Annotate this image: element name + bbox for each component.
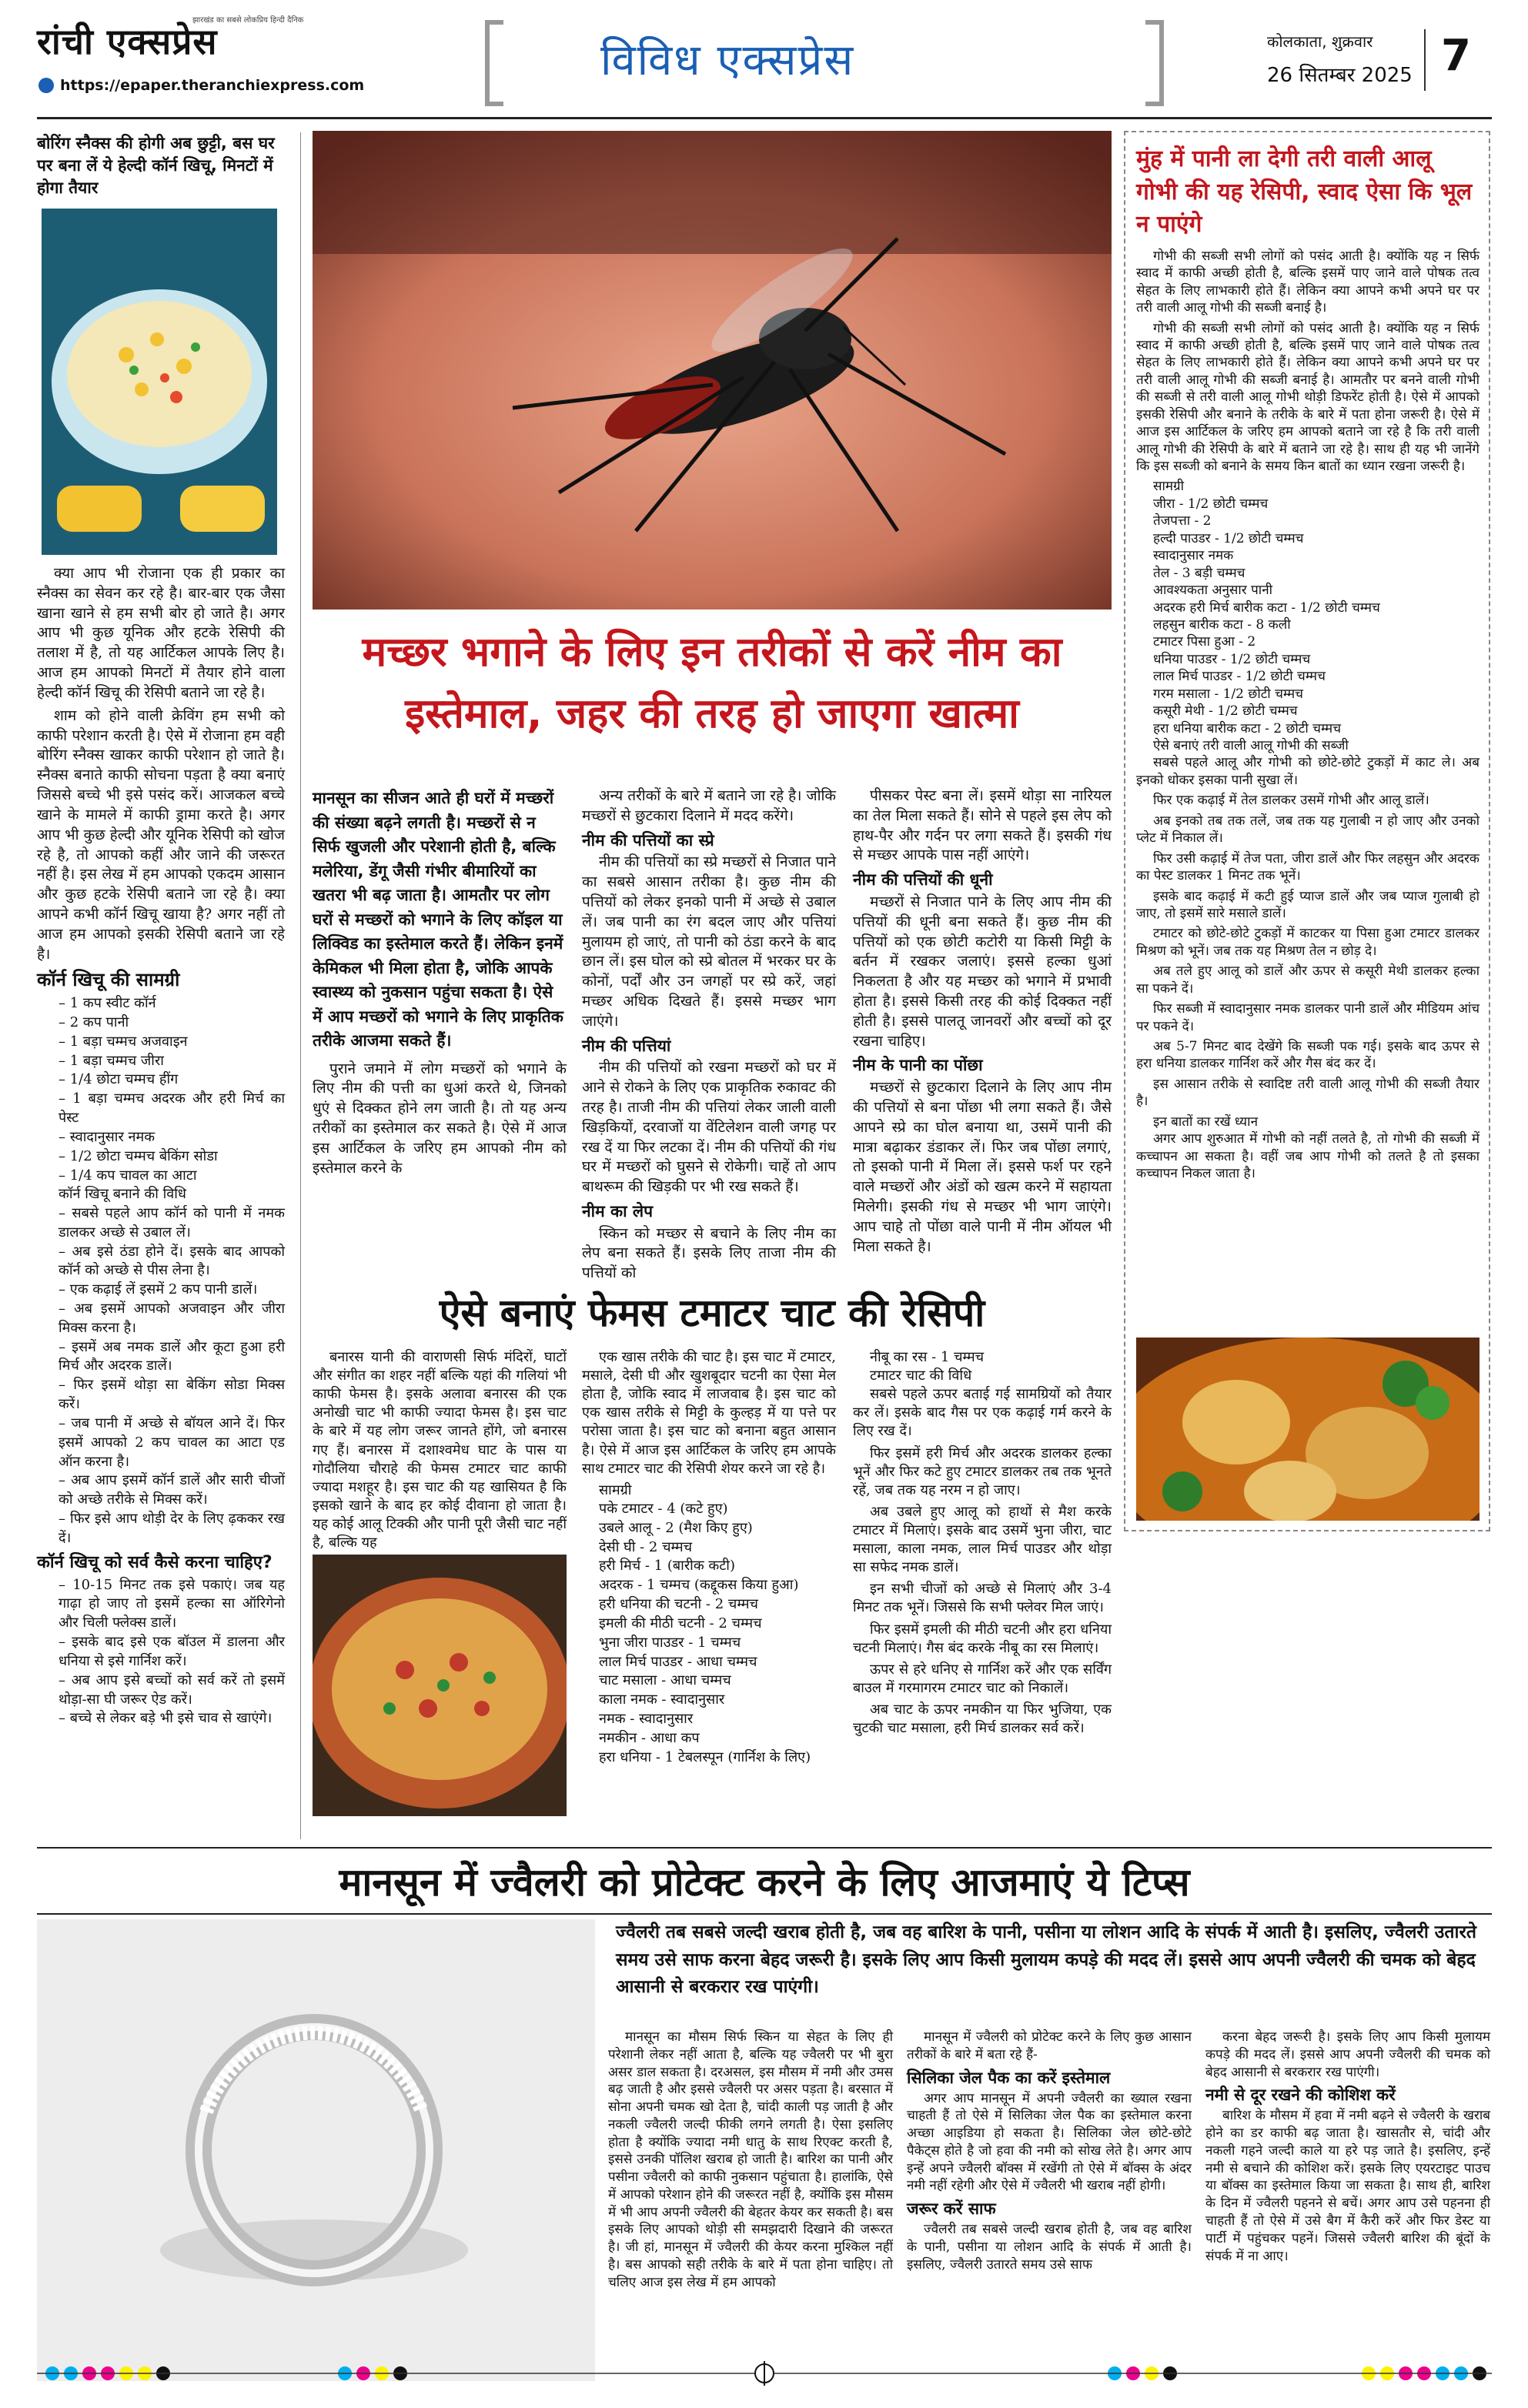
moisture-text: बारिश के मौसम में हवा में नमी बढ़ने से ज्वैलरी के खराब होने का डर काफी बढ़ जाता है। खासतौर से, चांदी और नकली गहने जल्दी काले या हरे पड़ जाते है। इसलिए, इन्हें नमी से बचाने की कोशिश करें। इसके लिए एयरटाइट पाउच या बॉक्स का इस्तेमाल किया जा सकता है। साथ ही, बारिश के दिन में ज्वैलरी पहनने से बचें। अगर आप उसे पहनना ही चाहती हैं तो ऐसे में उसे बैग में कैरी करें और फिर डेस्ट या पार्टी में पहुंचकर पहनें। जिससे ज्वैलरी बारिश की बूंदों के संपर्क में ना आए।: [1205, 2108, 1490, 2264]
neem-water-title: नीम के पानी का पोंछा: [853, 1056, 983, 1075]
jewelry-col1-text: मानसून का मौसम सिर्फ स्किन या सेहत के लिए ही परेशानी लेकर नहीं आता है, बल्कि यह ज्वैलरी पर भी बुरा असर डाल सकता है। दरअसल, इस मौसम में नमी और उमस बढ़ जाती है और इससे ज्वैलरी पर असर पड़ता है। बरसात में सोना अपनी चमक खो देता है, चांदी काली पड़ जाती है और नकली ज्वैलरी जल्दी फीकी लगने लगती है। ऐसा इसलिए होता है क्योंकि ज्यादा नमी धातु के साथ रिएक्ट करती है, इससे उनकी पॉलिश खराब हो जाती है। बारिश का पानी और पसीना ज्वैलरी को काफी नुकसान पहुंचाता है। हालांकि, ऐसे में आपको परेशान होने की जरूरत नहीं है, क्योंकि इस मौसम में भी आप अपनी ज्वैलरी की बेहतर केयर कर सकती है। बस इसके लिए आपको थोड़ी सी समझदारी दिखाने की जरूरत है। जी हां, मानसून में ज्वैलरी की केयर करना मुश्किल नहीं है। बस आपको सही तरीके के बारे में पता होना चाहिए। तो चलिए आज इस लेख में हम आपको: [608, 2029, 893, 2290]
epaper-link[interactable]: https://epaper.theranchiexpress.com: [60, 77, 365, 94]
mosquito-col-1: [313, 787, 567, 1181]
list-item: तेल - 3 बड़ी चम्मच: [1153, 565, 1245, 581]
jewelry-col-2: [907, 2029, 1192, 2277]
mosquito-headline: [313, 622, 1112, 744]
list-item: – 1 बड़ा चम्मच जीरा: [59, 1052, 164, 1069]
list-item: काला नमक - स्वादानुसार: [599, 1692, 725, 1708]
mosquito-intro: मानसून का सीजन आते ही घरों में मच्छरों की संख्या बढ़ने लगती है। मच्छरों से न सिर्फ खुजली और परेशानी होती है, बल्कि मलेरिया, डेंगू जैसी गंभीर बीमारियों का खतरा भी बढ़ जाता है। आमतौर पर लोग घरों से मच्छरों को भगाने के लिए कॉइल या लिक्विड का इस्तेमाल करते हैं। लेकिन इनमें केमिकल भी मिला होता है, जोकि आपके स्वास्थ्य को नुकसान पहुंचा सकता है। ऐसे में आप मच्छरों को भगाने के लिए प्राकृतिक तरीके आजमा सकते हैं।: [313, 789, 563, 1050]
list-item: अदरक हरी मिर्च बारीक कटा - 1/2 छोटी चम्मच: [1153, 599, 1380, 616]
corn-ingredients-title: कॉर्न खिचू की सामग्री: [37, 969, 180, 991]
list-item: – 1 बड़ा चम्मच अजवाइन: [59, 1033, 188, 1050]
list-item: इमली की मीठी चटनी - 2 चम्मच: [599, 1615, 762, 1631]
list-item: भुना जीरा पाउडर - 1 चम्मच: [599, 1634, 741, 1651]
corn-para-1: क्या आप भी रोजाना एक ही प्रकार का स्नैक्स का सेवन कर रहे है। बार-बार एक जैसा खाना खाने से हम सभी बोर हो जाते है। अगर आप भी कुछ यूनिक और हटके रेसिपी की तलाश में है, तो यह आर्टिकल आपके लिए है। आज हम आपको मिनटों में तैयार होने वाला हेल्दी कॉर्न खिचू की रेसिपी बताने जा रहे है।: [37, 564, 285, 701]
masthead: [0, 0, 1528, 115]
list-item: लाल मिर्च पाउडर - 1/2 छोटी चम्मच: [1153, 669, 1326, 685]
aloo-gobhi-photo: [1136, 1338, 1480, 1521]
list-item: उबले आलू - 2 (मैश किए हुए): [599, 1519, 753, 1536]
mosquito-col3-lead: पीसकर पेस्ट बना लें। इसमें थोड़ा सा नारियल का तेल मिला सकते हैं। सोने से पहले इस लेप को हाथ-पैर और गर्दन पर लगा सकते हैं। इसकी गंध से मच्छर आपके पास नहीं आएंगे।: [853, 787, 1112, 864]
chaat-step-1: सबसे पहले ऊपर बताई गई सामग्रियों को तैयार कर लें। इसके बाद गैस पर एक कढ़ाई गर्म करने के लिए रख दें।: [853, 1386, 1112, 1440]
aloo-ingredients-title: सामग्री: [1153, 479, 1185, 495]
list-item: चाट मसाला - आधा चम्मच: [599, 1672, 731, 1689]
chaat-col-1: [313, 1348, 567, 1555]
list-item: पके टमाटर - 4 (कटे हुए): [599, 1500, 728, 1517]
aloo-step-9: अब 5-7 मिनट बाद देखेंगे कि सब्जी पक गई। इसके बाद ऊपर से हरा धनिया डालकर गार्निश करें और गैस बंद कर दें।: [1136, 1039, 1480, 1072]
list-item: – अब इसे ठंडा होने दें। इसके बाद आपको कॉर्न को अच्छे से पीस लेना है।: [59, 1243, 285, 1279]
chaat-ingredients-title: सामग्री: [599, 1481, 632, 1498]
neem-leaves-title: नीम की पत्तियां: [582, 1036, 671, 1055]
chaat-step-7: अब चाट के ऊपर नमकीन या फिर भुजिया, एक चुटकी चाट मसाला, हरी मिर्च डालकर सर्व करें।: [853, 1701, 1112, 1737]
corn-serve-list: [37, 1576, 285, 1729]
list-item: लहसुन बारीक कटा - 8 कली: [1153, 616, 1291, 633]
aloo-step-5: इसके बाद कढ़ाई में कटी हुई प्याज डालें और जब प्याज गुलाबी हो जाए, तो इसमें सारे मसाले डालें।: [1136, 888, 1480, 921]
jewelry-col2-lead: मानसून में ज्वैलरी को प्रोटेक्ट करने के लिए कुछ आसान तरीकों के बारे में बता रहे हैं-: [907, 2029, 1192, 2062]
chaat-step-3: अब उबले हुए आलू को हाथों से मैश करके टमाटर में मिलाएं। इसके बाद उसमें भुना जीरा, चाट मसाला, काला नमक, लाल मिर्च पाउडर और थोड़ा सा सफेद नमक डालें।: [853, 1503, 1112, 1576]
corn-soup-photo: [42, 209, 277, 555]
list-item: – 1/4 कप चावल का आटा: [59, 1167, 197, 1184]
chaat-col3-lead: नीबू का रस - 1 चम्मच: [870, 1349, 985, 1365]
masthead-rule: [37, 117, 1492, 119]
list-item: लाल मिर्च पाउडर - आधा चम्मच: [599, 1653, 757, 1670]
neem-spray-text: नीम की पत्तियों का स्प्रे मच्छरों से निजात पाने का सबसे आसान तरीका है। कुछ नीम की पत्तियों को लेकर इनको पानी में अच्छे से उबाल लें। जब पानी का रंग बदल जाए और पत्तियां मुलायम हो जाएं, तो पानी को ठंडा करने के बाद छान लें। इस घोल को स्प्रे बोतल में भरकर घर के कोनों, पर्दों और उन जगहों पर स्प्रे करें, जहां मच्छर अधिक दिखते हैं। इससे मच्छर भाग जाएंगे।: [582, 853, 836, 1030]
list-item: हरा धनिया - 1 टेबलस्पून (गार्निश के लिए): [599, 1748, 811, 1765]
neem-water-text: मच्छरों से छुटकारा दिलाने के लिए आप नीम की पत्तियों से बना पोंछा भी लगा सकते हैं। जैसे आपने स्प्रे का घोल बनाया था, उसमें पानी की मात्रा बढ़ाकर डंडाकर लें। फिर जब पोंछा लगाएं, तो इसको पानी में मिला लें। इससे फर्श पर रहने वाले मच्छरों और अंडों को खत्म करने में सहायता मिलेगी। इसकी गंध से मच्छर भी भाग जाएंगे। आप चाहे तो पोंछा वाले पानी में नीम ऑयल भी मिला सकते है।: [853, 1079, 1112, 1255]
chaat-col2-text: एक खास तरीके की चाट है। इस चाट में टमाटर, मसाले, देसी घी और खुशबूदार चटनी का ऐसा मेल होता है, जोकि स्वाद में लाजवाब है। इस चाट को एक खास तरीके से मिट्टी के कुल्हड़ में या पत्ते पर परोसा जाता है। इस चाट को बनाना बहुत आसान है। ऐसे में आज इस आर्टिकल के जरिए हम आपके साथ टमाटर चाट की रेसिपी शेयर करने जा रहे है।: [582, 1349, 836, 1477]
aloo-step-8: फिर सब्जी में स्वादानुसार नमक डालकर पानी डालें और मीडियम आंच पर पकने दें।: [1136, 1001, 1480, 1034]
aloo-para-2: गोभी की सब्जी सभी लोगों को पसंद आती है। क्योंकि यह न सिर्फ स्वाद में काफी अच्छी होती है, बल्कि इसमें पाए जाने वाले पोषक तत्व सेहत के लिए लाभकारी होते हैं। लेकिन क्या आपने कभी अपने घर पर तरी वाली आलू गोभी की सब्जी बनाई है। आमतौर पर बनने वाली गोभी की सब्जी से तरी वाली आलू गोभी थोड़ी डिफरेंट होती है। ऐसे में आपको इसकी रेसिपी और बनाने के तरीके के बारे में पता होना जरूरी है। ऐसे में आज इस आर्टिकल के जरिए हम आपको बताने जा रहे है कि तरी वाली आलू गोभी की रेसिपी के बारे में बताने जा रहे है। साथ ही यह भी जानेंगे कि इस सब्जी को बनाने के समय किन बातों का ध्यान रखना जरूरी है।: [1136, 320, 1480, 475]
jewelry-col3-lead: करना बेहद जरूरी है। इसके लिए आप किसी मुलायम कपड़े की मदद लें। इससे आप अपनी ज्वैलरी की चमक को बेहद आसानी से बरकरार रख पाएंगी।: [1205, 2029, 1490, 2080]
footer-color-bar: [37, 2358, 1492, 2389]
section-rule: [37, 1847, 1492, 1849]
mosquito-photo: [313, 131, 1112, 610]
page-divider: [1424, 29, 1426, 91]
list-item: – सबसे पहले आप कॉर्न को पानी में नमक डालकर अच्छे से उबाल लें।: [59, 1204, 285, 1241]
aloo-tips-title: इन बातों का रखें ध्यान: [1153, 1114, 1259, 1130]
aloo-step-4: फिर उसी कढ़ाई में तेज पता, जीरा डालें और फिर लहसुन और अदरक का पेस्ट डालकर 1 मिनट तक भूनें।: [1136, 850, 1480, 884]
aloo-article: [1136, 143, 1480, 1186]
list-item: – जब पानी में अच्छे से बॉयल आने दें। फिर इसमें आपको 2 कप चावल का आटा एड ऑन करना है।: [59, 1414, 285, 1470]
chaat-photo: [313, 1555, 567, 1816]
list-item: – 1/4 छोटा चम्मच हींग: [59, 1071, 179, 1088]
corn-method-title: कॉर्न खिचू बनाने की विधि: [59, 1186, 186, 1203]
silica-gel-text: अगर आप मानसून में अपनी ज्वैलरी का ख्याल रखना चाहती हैं तो ऐसे में सिलिका जेल पैक का इस्तेमाल करना अच्छा आइडिया हो सकता है। सिलिका जेल छोटे-छोटे पैकेट्स होते है जो हवा की नमी को सोख लेते है। अगर आप इन्हें अपने ज्वैलरी बॉक्स में रखेंगी तो ऐसे में बॉक्स के अंदर नमी नहीं रहेगी और ऐसे में ज्वैलरी भी खराब नहीं होगी।: [907, 2090, 1192, 2194]
chaat-method-title: टमाटर चाट की विधि: [870, 1368, 972, 1384]
list-item: – 10-15 मिनट तक इसे पकाएं। जब यह गाढ़ा हो जाए तो इसमें हल्का सा ऑरिगेनो और चिली फ्लेक्स डालें।: [59, 1576, 285, 1631]
list-item: देसी घी - 2 चम्मच: [599, 1538, 693, 1555]
list-item: कसूरी मेथी - 1/2 छोटी चम्मच: [1153, 703, 1298, 720]
aloo-step-10: इस आसान तरीके से स्वादिष्ट तरी वाली आलू गोभी की सब्जी तैयार है।: [1136, 1076, 1480, 1110]
list-item: हरी मिर्च - 1 (बारीक कटी): [599, 1558, 735, 1575]
list-item: – 1 कप स्वीट कॉर्न: [59, 995, 156, 1012]
list-item: – 1/2 छोटा चम्मच बेकिंग सोडा: [59, 1147, 218, 1164]
neem-paste-title: नीम का लेप: [582, 1202, 654, 1221]
jewelry-headline: मानसून में ज्वैलरी को प्रोटेक्ट करने के लिए आजमाएं ये टिप्स: [339, 1860, 1190, 1905]
list-item: नमक - स्वादानुसार: [599, 1710, 694, 1727]
list-item: – एक कढ़ाई लें इसमें 2 कप पानी डालें।: [59, 1281, 258, 1298]
list-item: – फिर इसमें थोड़ा सा बेकिंग सोडा मिक्स करें।: [59, 1377, 285, 1413]
page-number: 7: [1441, 31, 1471, 81]
moisture-title: नमी से दूर रखने की कोशिश करें: [1205, 2086, 1396, 2105]
aloo-step-7: अब तले हुए आलू को डालें और ऊपर से कसूरी मेथी डालकर हल्का सा पकने दें।: [1136, 964, 1480, 997]
list-item: गरम मसाला - 1/2 छोटी चम्मच: [1153, 686, 1303, 702]
clean-text: ज्वैलरी तब सबसे जल्दी खराब होती है, जब वह बारिश के पानी, पसीना या लोशन आदि के संपर्क में आती है। इसलिए, ज्वैलरी उतारते समय उसे साफ: [907, 2222, 1192, 2273]
mosquito-col-2: [582, 787, 836, 1287]
clean-title: जरूर करें साफ: [907, 2199, 996, 2219]
corn-title: बोरिंग स्नैक्स की होगी अब छुट्टी, बस घर पर बना लें ये हेल्दी कॉर्न खिचू, मिनटों में होगा तैयार: [37, 134, 275, 197]
list-item: – अब इसमें आपको अजवाइन और जीरा मिक्स करना है।: [59, 1300, 285, 1336]
list-item: आवश्यकता अनुसार पानी: [1153, 583, 1273, 599]
mosquito-col2-lead: अन्य तरीकों के बारे में बताने जा रहे है। जोकि मच्छरों से छुटकारा दिलाने में मदद करेंगे।: [582, 787, 836, 824]
chaat-step-6: ऊपर से हरे धनिए से गार्निश करें और एक सर्विंग बाउल में गरमागरम टमाटर चाट को निकालें।: [853, 1661, 1112, 1696]
section-title: विविध एक्सप्रेस: [600, 35, 855, 85]
list-item: – स्वादानुसार नमक: [59, 1128, 155, 1145]
aloo-tips-text: अगर आप शुरुआत में गोभी को नहीं तलते है, तो गोभी की सब्जी में कच्चापन आ सकता है। वहीं जब आप गोभी को तलते है तो इसका कच्चापन निकल जाता है।: [1136, 1131, 1480, 1182]
chaat-col-2: [582, 1348, 836, 1767]
list-item: – 2 कप पानी: [59, 1014, 129, 1030]
aloo-title: मुंह में पानी ला देगी तरी वाली आलू गोभी की यह रेसिपी, स्वाद ऐसा कि भूल न पाएंगे: [1136, 145, 1473, 239]
neem-smoke-title: नीम की पत्तियों की धूनी: [853, 870, 993, 890]
list-item: स्वादानुसार नमक: [1153, 548, 1234, 564]
chaat-step-2: फिर इसमें हरी मिर्च और अदरक डालकर हल्का भूनें और फिर कटे हुए टमाटर डालकर तब तक भूनते रहें, जब तक यह नरम न हो जाए।: [853, 1444, 1112, 1498]
list-item: नमकीन - आधा कप: [599, 1729, 700, 1746]
right-bracket: [1145, 20, 1164, 106]
chaat-step-5: फिर इसमें इमली की मीठी चटनी और हरा धनिया चटनी मिलाएं। गैस बंद करके नीबू का रस मिलाएं।: [853, 1621, 1112, 1656]
jewelry-col-1: [608, 2029, 893, 2294]
list-item: – इसमें अब नमक डालें और कूटा हुआ हरी मिर्च और अदरक डालें।: [59, 1338, 285, 1374]
list-item: टमाटर पिसा हुआ - 2: [1153, 634, 1256, 650]
globe-icon: [38, 78, 54, 93]
section-rule: [37, 1913, 1492, 1915]
corn-article: [37, 132, 285, 1841]
column-divider: [300, 132, 301, 1839]
list-item: धनिया पाउडर - 1/2 छोटी चम्मच: [1153, 651, 1311, 667]
neem-spray-title: नीम की पत्तियों का स्प्रे: [582, 830, 714, 850]
list-item: हरी धनिया की चटनी - 2 चम्मच: [599, 1596, 758, 1613]
aloo-step-6: टमाटर को छोटे-छोटे टुकड़ों में काटकर या पिसा हुआ टमाटर डालकर मिश्रण को भूनें। जब तक यह मिश्रण तेल न छोड़ दे।: [1136, 926, 1480, 959]
mosquito-intro-para: पुराने जमाने में लोग मच्छरों को भगाने के लिए नीम की पत्ती का धुआं करते थे, जिनको धुएं से दिक्कत होने लग जाती है। तो यह अन्य तरीकों का इस्तेमाल कर सकते है। ऐसे में आज इस आर्टिकल के जरिए हम आपको नीम को इस्तेमाल करने के: [313, 1060, 567, 1177]
aloo-para-1: गोभी की सब्जी सभी लोगों को पसंद आती है। क्योंकि यह न सिर्फ स्वाद में काफी अच्छी होती है, बल्कि इसमें पाए जाने वाले पोषक तत्व सेहत के लिए लाभकारी होते हैं। लेकिन क्या आपने कभी अपने घर पर तरी वाली आलू गोभी की सब्जी बनाई है।: [1136, 248, 1480, 316]
list-item: – फिर इसे आप थोड़ी देर के लिए ढ़ककर रख दें।: [59, 1511, 285, 1546]
chaat-ingredients-list: [582, 1500, 836, 1768]
list-item: अदरक - 1 चम्मच (कद्दूकस किया हुआ): [599, 1577, 799, 1594]
aloo-step-1: सबसे पहले आलू और गोभी को छोटे-छोटे टुकड़ों में काट ले। अब इनको धोकर इसका पानी सुखा लें।: [1136, 755, 1480, 788]
chaat-step-4: इन सभी चीजों को अच्छे से मिलाएं और 3-4 मिनट तक भूनें। जिससे कि सभी फ्लेवर मिल जाएं।: [853, 1581, 1112, 1616]
list-item: – बच्चे से लेकर बड़े भी इसे चाव से खाएंगे।: [59, 1710, 272, 1727]
list-item: जीरा - 1/2 छोटी चम्मच: [1153, 496, 1269, 512]
list-item: हरा धनिया बारीक कटा - 2 छोटी चम्मच: [1153, 720, 1342, 736]
chaat-col-3: [853, 1348, 1112, 1741]
chaat-headline: ऐसे बनाएं फेमस टमाटर चाट की रेसिपी: [439, 1291, 985, 1335]
aloo-step-2: फिर एक कढ़ाई में तेल डालकर उसमें गोभी और आलू डालें।: [1153, 793, 1429, 809]
list-item: – इसके बाद इसे एक बॉउल में डालना और धनिया से इसे गार्निश करें।: [59, 1634, 285, 1669]
jewelry-intro: ज्वैलरी तब सबसे जल्दी खराब होती है, जब वह बारिश के पानी, पसीना या लोशन आदि के संपर्क में आती है। इसलिए, ज्वैलरी उतारते समय उसे साफ करना बेहद जरूरी है। इसके लिए आप किसी मुलायम कपड़े की मदद लें। इससे आप अपनी ज्वैलरी की चमक को बेहद आसानी से बरकरार रख पाएंगी।: [616, 1922, 1476, 1998]
aloo-step-3: अब इनको तब तक तलें, जब तक यह गुलाबी न हो जाए और उनको प्लेट में निकाल लें।: [1136, 813, 1480, 847]
list-item: तेजपत्ता - 2: [1153, 513, 1212, 529]
dateline: कोलकाता, शुक्रवार: [1267, 32, 1373, 51]
neem-smoke-text: मच्छरों से निजात पाने के लिए आप नीम की पत्तियों की धूनी बना सकते हैं। कुछ नीम की पत्तियों को एक छोटी कटोरी या किसी मिट्टी के बर्तन में रखकर जलाएं। इससे हल्का धुआं निकलता है और यह मच्छर को भगाने में प्रभावी होता है। इससे किसी तरह की कोई दिक्कत नहीं होती है। इससे पालतू जानवरों और बच्चों को दूर रखना चाहिए।: [853, 893, 1112, 1050]
list-item: हल्दी पाउडर - 1/2 छोटी चम्मच: [1153, 530, 1304, 546]
aloo-ingredients-list: [1136, 496, 1480, 737]
neem-leaves-text: नीम की पत्तियों को रखना मच्छरों को घर में आने से रोकने के लिए एक प्राकृतिक रुकावट की तरह है। ताजी नीम की पत्तियां लेकर जाली वाली खिड़कियों, दरवाजों या वेंटिलेशन वाली जगह पर रख दें या फिर लटका दें। नीम की पत्तियों की गंध घर में मच्छरों को घुसने से रोकेगी। चाहें तो आप बाथरूम की खिड़की पर भी रख सकते हैं।: [582, 1059, 836, 1196]
date: 26 सितम्बर 2025: [1267, 64, 1413, 87]
paper-tagline: झारखंड का सबसे लोकप्रिय हिन्दी दैनिक: [192, 16, 304, 25]
corn-ingredients-list: [37, 994, 285, 1185]
jewelry-col-3: [1205, 2029, 1490, 2268]
list-item: – 1 बड़ा चम्मच अदरक और हरी मिर्च का पेस्ट: [59, 1090, 285, 1127]
chaat-intro: बनारस यानी की वाराणसी सिर्फ मंदिरों, घाटों और संगीत का शहर नहीं बल्कि यहां की गलियां भी काफी फेमस है। इसके अलावा बनारस की एक अनोखी चाट भी काफी ज्यादा फेमस है। इस चाट के बारे में यह लोग जरूर जानते होंगे, जो बनारस गए हैं। बनारस में दशाश्वमेध घाट के पास या गोदौलिया चौराहे की फेमस टमाटर चाट काफी ज्यादा मशहूर है। इस चाट की यह खासियत है कि इसको खाने के बाद हर कोई दीवाना हो जाता है। यह कोई आलू टिक्की और पानी पूरी जैसी चाट नहीं है, बल्कि यह: [313, 1349, 567, 1551]
mosquito-headline-line-2: इस्तेमाल, जहर की तरह हो जाएगा खात्मा: [405, 690, 1019, 737]
mosquito-headline-line-1: मच्छर भगाने के लिए इन तरीकों से करें नीम का: [362, 629, 1062, 676]
corn-para-2: शाम को होने वाली क्रेविंग हम सभी को काफी परेशान करती है। ऐसे में रोजाना हम वही बोरिंग स्नैक्स खाकर काफी परेशान हो जाते है। स्नैक्स बनाते काफी सोचना पड़ता है क्या बनाएं जिससे बच्चे भी इसे पसंद करें। आजकल बच्चे खाने के मामले में काफी ड्रामा करते है। अगर आप भी कुछ हेल्दी और यूनिक रेसिपी को खोज रहे है, तो आपको कहीं और जाने की जरूरत नहीं है। इस लेख में हम आपको एकदम आसान और कुछ हटके रेसिपी बताने जा रहे है। क्या आपने कभी कॉर्न खिचू खाया है? अगर नहीं तो आज हम आपको इसकी रेसिपी बताने जा रहे है।: [37, 706, 285, 963]
list-item: – अब आप इसमें कॉर्न डालें और सारी चीजों को अच्छे तरीके से मिक्स करें।: [59, 1472, 285, 1508]
list-item: – अब आप इसे बच्चों को सर्व करें तो इसमें थोड़ा-सा घी जरूर ऐड करें।: [59, 1672, 285, 1708]
left-bracket: [485, 20, 503, 106]
ring-photo: [37, 1919, 595, 2381]
paper-name: रांची एक्सप्रेस: [37, 21, 218, 62]
corn-serve-title: कॉर्न खिचू को सर्व कैसे करना चाहिए?: [37, 1552, 272, 1572]
mosquito-col-3: [853, 787, 1112, 1260]
silica-gel-title: सिलिका जेल पैक का करें इस्तेमाल: [907, 2068, 1111, 2087]
corn-method-list: [37, 1204, 285, 1548]
neem-paste-text: स्किन को मच्छर से बचाने के लिए नीम का लेप बना सकते हैं। इसके लिए ताजा नीम की पत्तियों को: [582, 1224, 836, 1282]
aloo-method-title: ऐसे बनाएं तरी वाली आलू गोभी की सब्जी: [1153, 738, 1349, 754]
